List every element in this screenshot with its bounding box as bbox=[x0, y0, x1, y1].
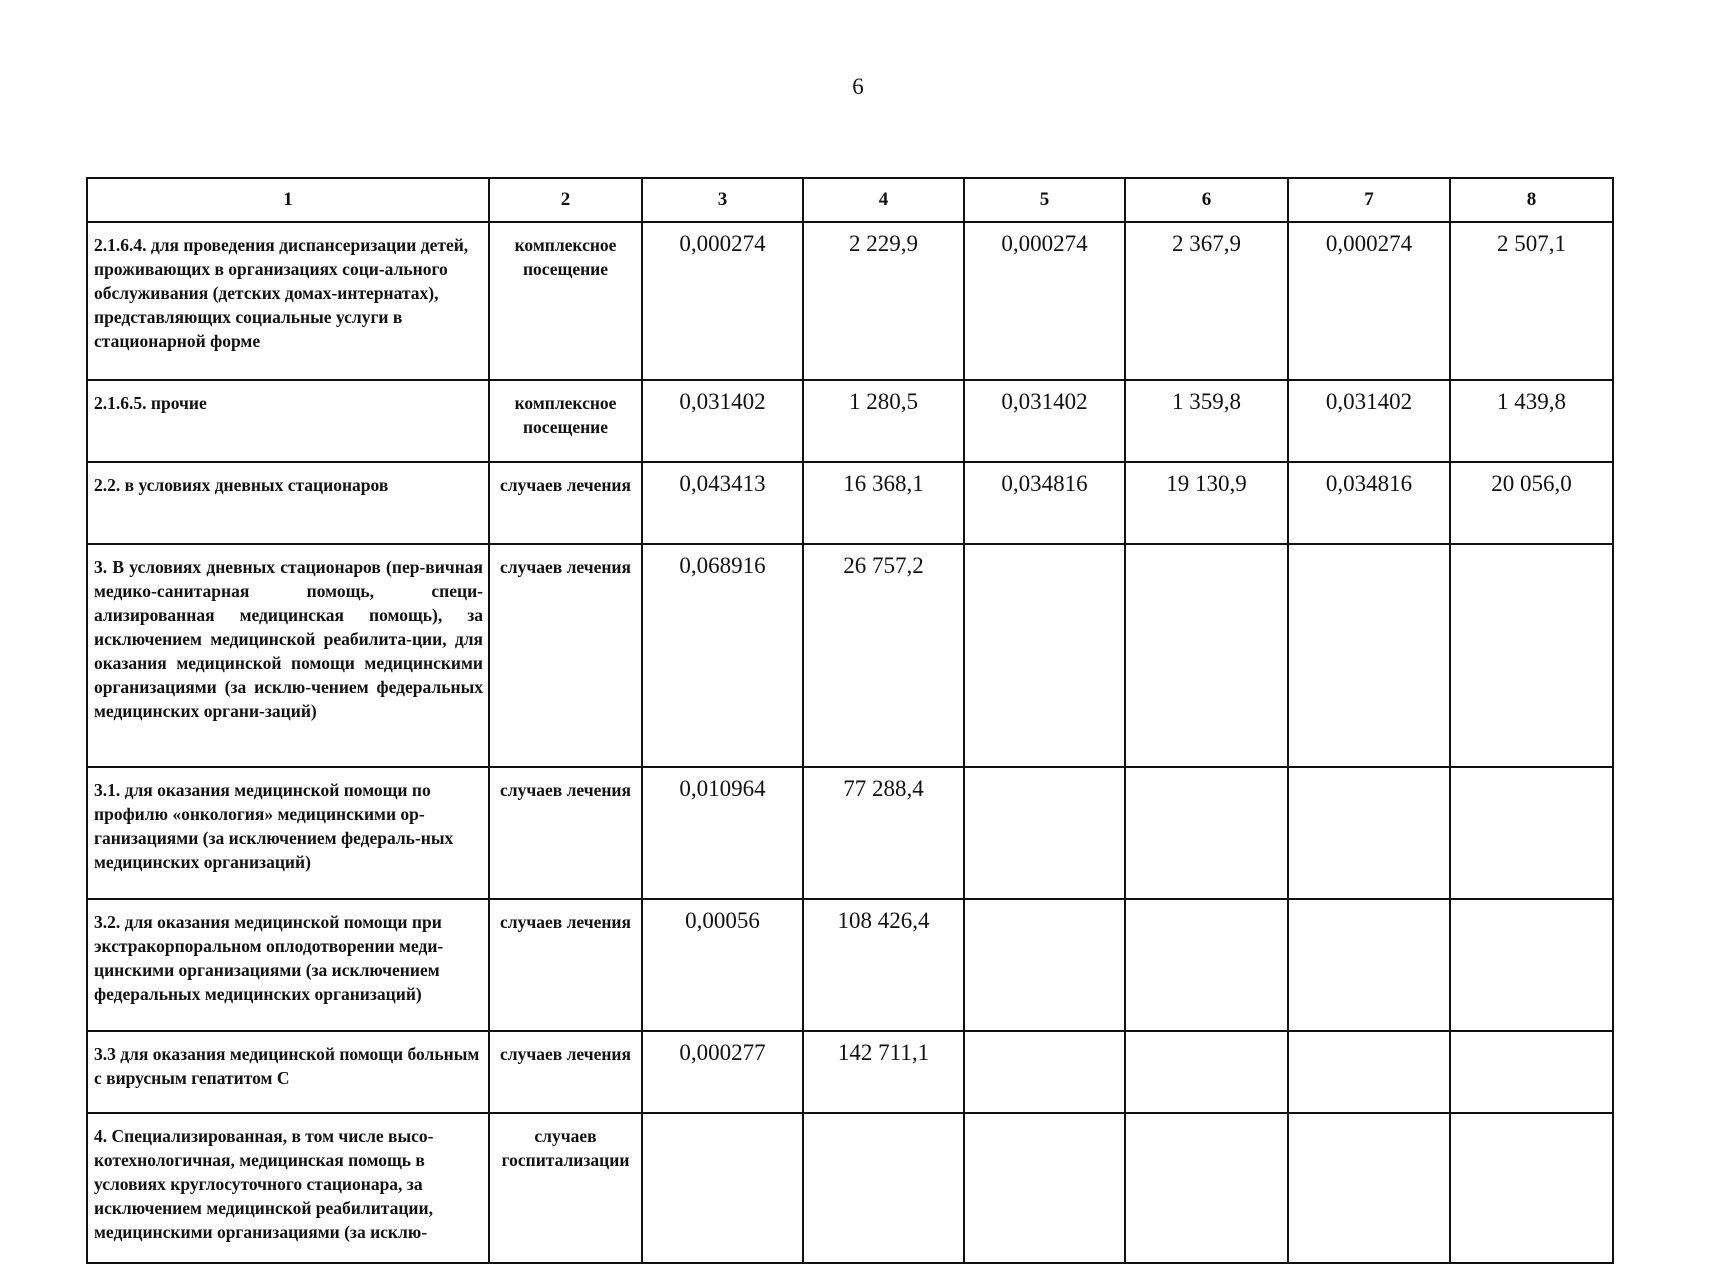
value-cell: 108 426,4 bbox=[803, 899, 964, 1031]
value-cell bbox=[1125, 1031, 1288, 1113]
table-row bbox=[87, 544, 1613, 767]
value-cell: 1 359,8 bbox=[1125, 380, 1288, 462]
value-cell bbox=[1125, 899, 1288, 1031]
row-name-cell: 3.3 для оказания медицинской помощи больным с вирусным гепатитом С bbox=[87, 1031, 489, 1113]
table-row bbox=[87, 380, 1613, 462]
row-name-cell: 3.1. для оказания медицинской помощи по профилю «онкология» медицинскими ор-ганизациями (за исключением федераль-ных медицинских организаций) bbox=[87, 767, 489, 899]
value-cell bbox=[803, 1113, 964, 1263]
row-name-cell: 3. В условиях дневных стационаров (пер-вичная медико-санитарная помощь, специ-ализированная медицинская помощь), за исключением медицинской реабилита-ции, для оказания медицинской помощи медицинскими организациями (за исклю-чением федеральных медицинских органи-заций) bbox=[87, 544, 489, 767]
value-cell: 19 130,9 bbox=[1125, 462, 1288, 544]
data-table bbox=[86, 177, 1614, 1264]
column-header: 3 bbox=[642, 178, 803, 222]
value-cell: 0,043413 bbox=[642, 462, 803, 544]
value-cell: 0,034816 bbox=[1288, 462, 1450, 544]
table-row bbox=[87, 1113, 1613, 1263]
value-cell bbox=[1288, 1031, 1450, 1113]
value-cell bbox=[964, 899, 1125, 1031]
value-cell: 142 711,1 bbox=[803, 1031, 964, 1113]
value-cell: 0,034816 bbox=[964, 462, 1125, 544]
value-cell: 2 507,1 bbox=[1450, 222, 1613, 380]
column-header: 6 bbox=[1125, 178, 1288, 222]
unit-cell: комплексное посещение bbox=[489, 222, 642, 380]
value-cell bbox=[1450, 1113, 1613, 1263]
column-header: 5 bbox=[964, 178, 1125, 222]
column-header: 8 bbox=[1450, 178, 1613, 222]
value-cell bbox=[964, 1113, 1125, 1263]
value-cell bbox=[1450, 1031, 1613, 1113]
value-cell bbox=[1288, 1113, 1450, 1263]
page-number: 6 bbox=[852, 74, 864, 99]
row-name-cell: 2.2. в условиях дневных стационаров bbox=[87, 462, 489, 544]
value-cell: 0,031402 bbox=[642, 380, 803, 462]
value-cell: 16 368,1 bbox=[803, 462, 964, 544]
value-cell: 0,000274 bbox=[642, 222, 803, 380]
value-cell bbox=[1288, 544, 1450, 767]
header-row bbox=[87, 178, 1613, 222]
unit-cell: случаев лечения bbox=[489, 767, 642, 899]
column-header: 4 bbox=[803, 178, 964, 222]
value-cell bbox=[1125, 1113, 1288, 1263]
value-cell bbox=[1125, 767, 1288, 899]
table-row bbox=[87, 899, 1613, 1031]
table-row bbox=[87, 222, 1613, 380]
row-name-cell: 2.1.6.5. прочие bbox=[87, 380, 489, 462]
row-name-cell: 3.2. для оказания медицинской помощи при экстракорпоральном оплодотворении меди-цинскими организациями (за исключением федеральных медицинских организаций) bbox=[87, 899, 489, 1031]
value-cell: 77 288,4 bbox=[803, 767, 964, 899]
value-cell: 0,031402 bbox=[1288, 380, 1450, 462]
value-cell: 0,000277 bbox=[642, 1031, 803, 1113]
table-row bbox=[87, 767, 1613, 899]
value-cell bbox=[964, 767, 1125, 899]
value-cell: 0,010964 bbox=[642, 767, 803, 899]
value-cell: 26 757,2 bbox=[803, 544, 964, 767]
column-header: 1 bbox=[87, 178, 489, 222]
unit-cell: случаев госпитализации bbox=[489, 1113, 642, 1263]
value-cell: 0,00056 bbox=[642, 899, 803, 1031]
value-cell bbox=[964, 544, 1125, 767]
unit-cell: случаев лечения bbox=[489, 899, 642, 1031]
value-cell bbox=[1450, 767, 1613, 899]
value-cell bbox=[1288, 899, 1450, 1031]
value-cell bbox=[1125, 544, 1288, 767]
value-cell: 20 056,0 bbox=[1450, 462, 1613, 544]
column-header: 2 bbox=[489, 178, 642, 222]
value-cell: 0,000274 bbox=[1288, 222, 1450, 380]
value-cell: 0,031402 bbox=[964, 380, 1125, 462]
unit-cell: случаев лечения bbox=[489, 544, 642, 767]
unit-cell: случаев лечения bbox=[489, 462, 642, 544]
value-cell bbox=[964, 1031, 1125, 1113]
value-cell: 2 229,9 bbox=[803, 222, 964, 380]
value-cell bbox=[1450, 899, 1613, 1031]
unit-cell: случаев лечения bbox=[489, 1031, 642, 1113]
row-name-cell: 4. Специализированная, в том числе высо-котехнологичная, медицинская помощь в условиях круглосуточного стационара, за исключением медицинской реабилитации, медицинскими организациями (за исклю- bbox=[87, 1113, 489, 1263]
value-cell: 0,000274 bbox=[964, 222, 1125, 380]
unit-cell: комплексное посещение bbox=[489, 380, 642, 462]
value-cell bbox=[1288, 767, 1450, 899]
value-cell: 0,068916 bbox=[642, 544, 803, 767]
table-row bbox=[87, 462, 1613, 544]
value-cell bbox=[1450, 544, 1613, 767]
table-row bbox=[87, 1031, 1613, 1113]
value-cell: 2 367,9 bbox=[1125, 222, 1288, 380]
column-header: 7 bbox=[1288, 178, 1450, 222]
value-cell: 1 439,8 bbox=[1450, 380, 1613, 462]
row-name-cell: 2.1.6.4. для проведения диспансеризации детей, проживающих в организациях соци-ального обслуживания (детских домах-интернатах), представляющих социальные услуги в стационарной форме bbox=[87, 222, 489, 380]
value-cell bbox=[642, 1113, 803, 1263]
value-cell: 1 280,5 bbox=[803, 380, 964, 462]
